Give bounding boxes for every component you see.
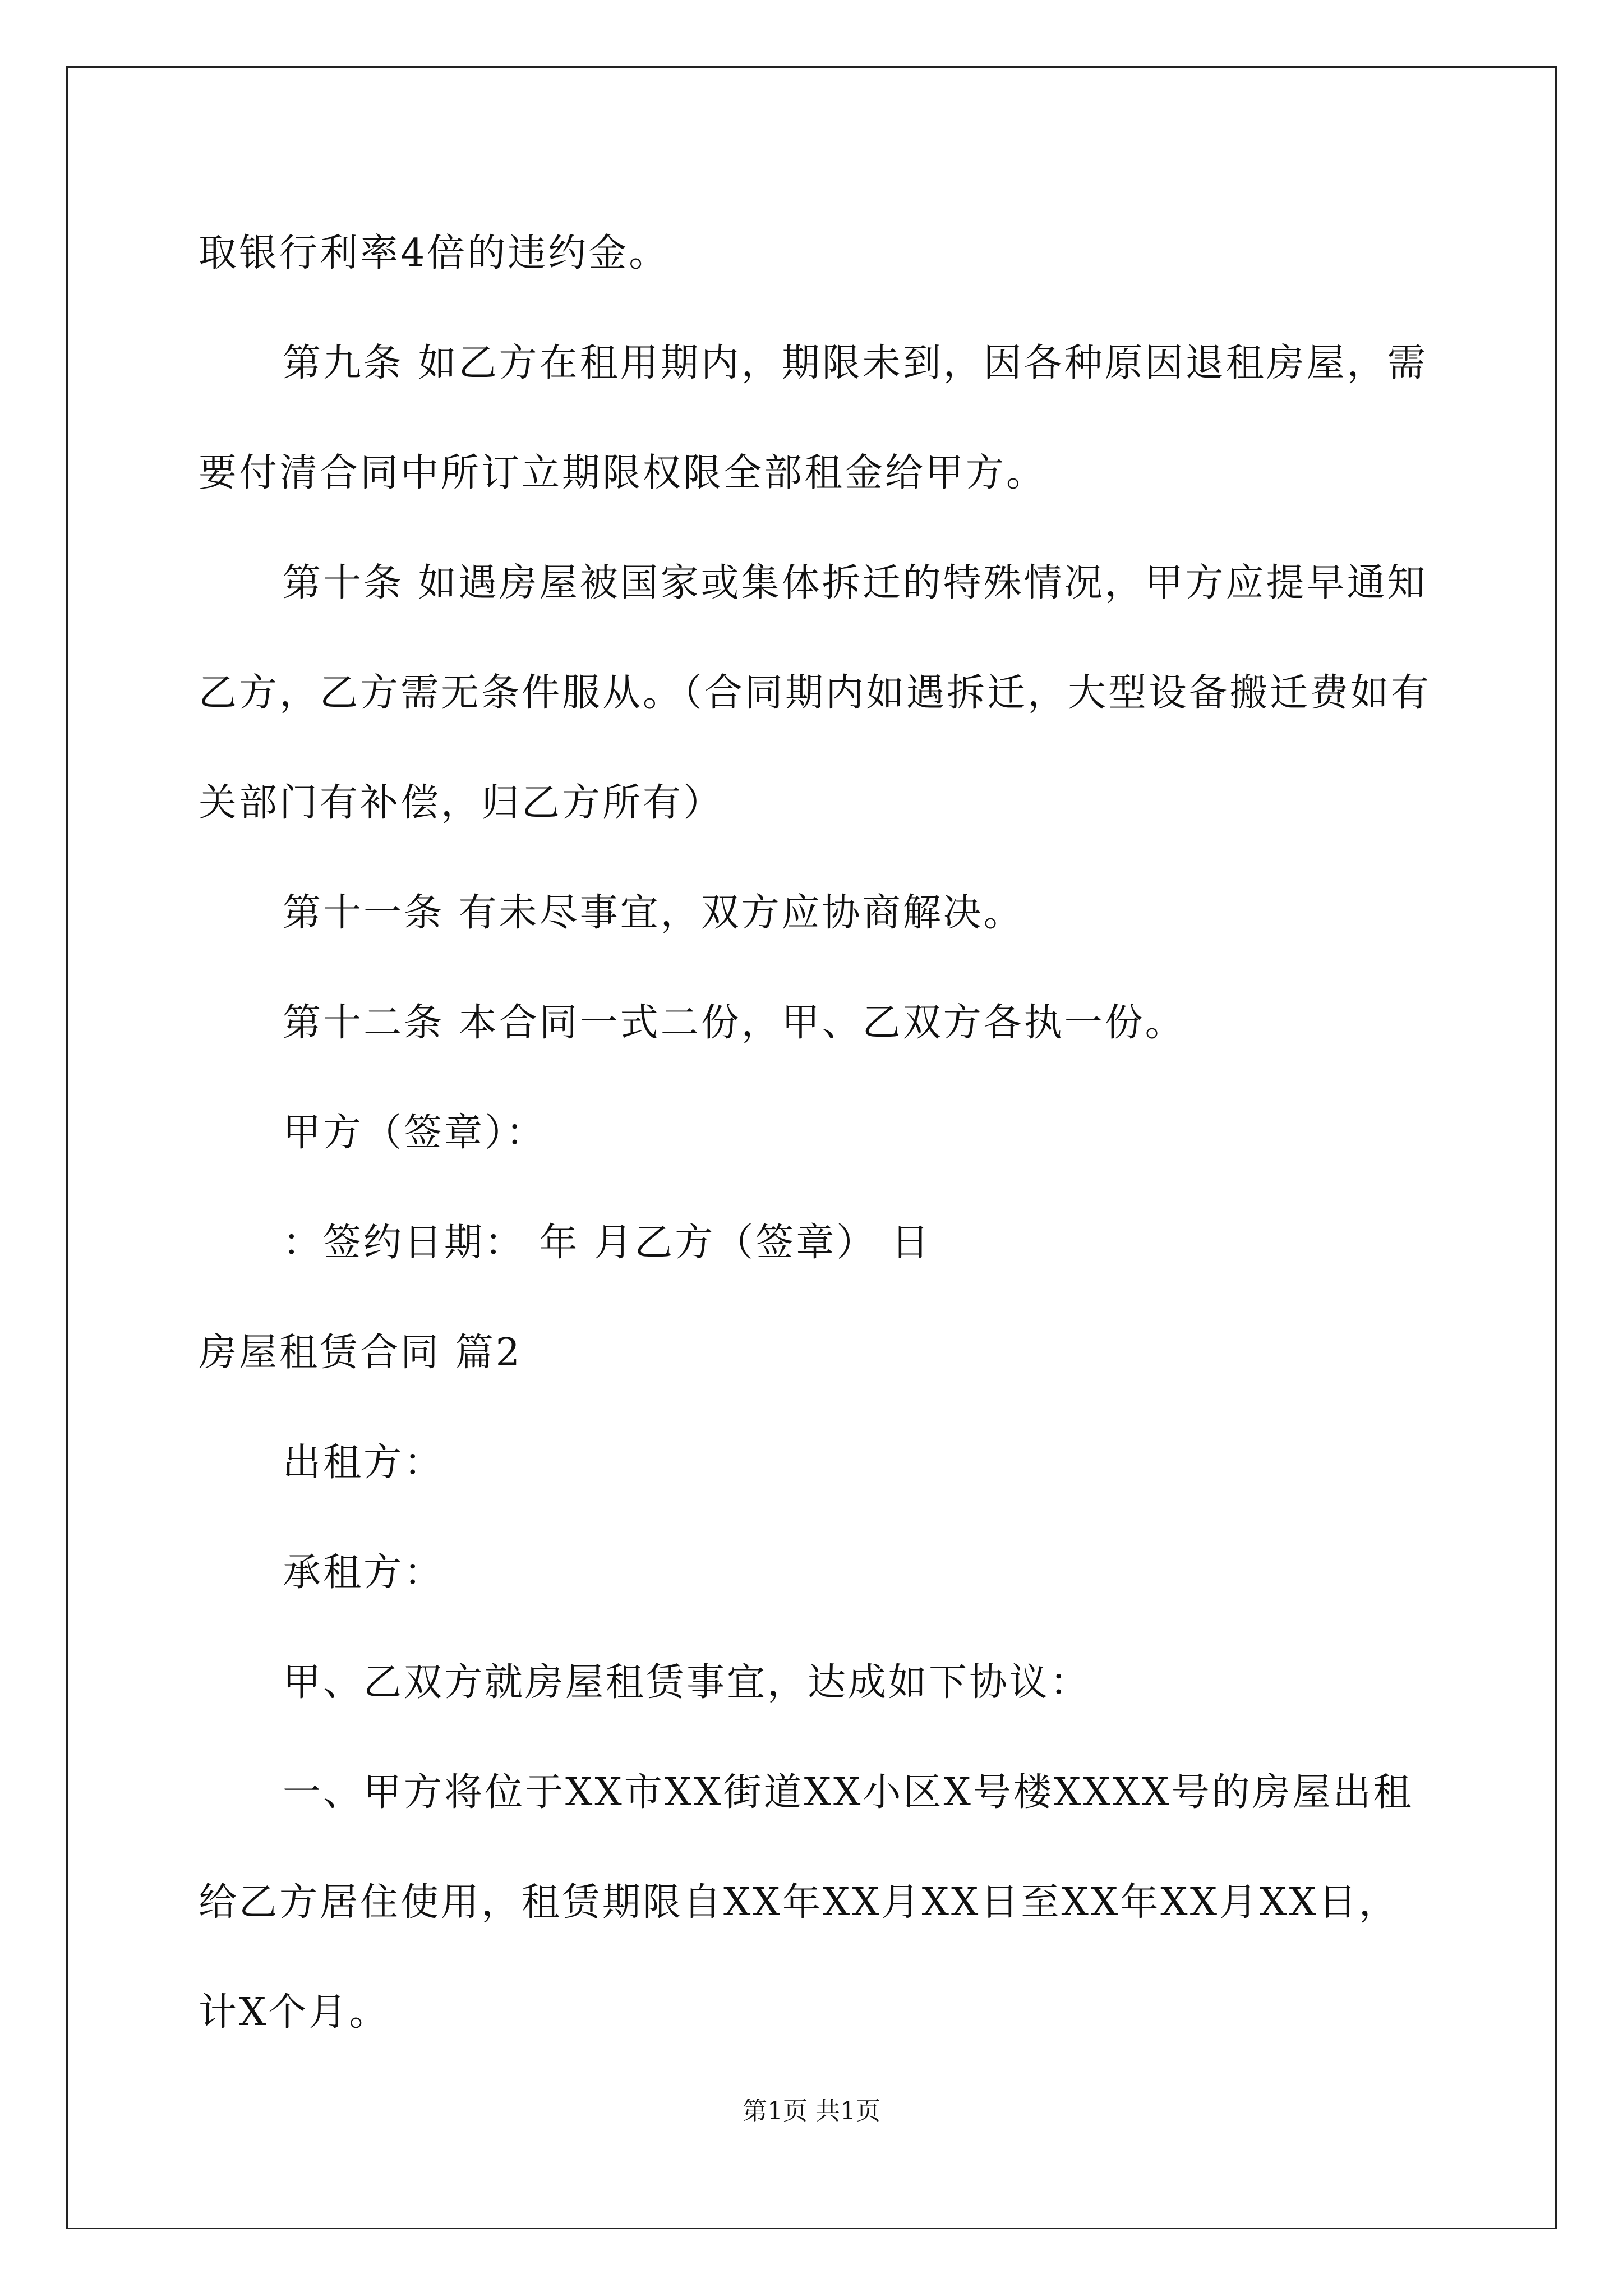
paragraph-line: 第九条 如乙方在租用期内，期限未到，因各种原因退租房屋，需 <box>283 341 1428 385</box>
paragraph-line: 甲、乙双方就房屋租赁事宜，达成如下协议： <box>283 1660 1091 1705</box>
paragraph-line: 第十一条 有未尽事宜，双方应协商解决。 <box>283 891 1024 935</box>
paragraph-line: 给乙方居住使用，租赁期限自XX年XX月XX日至XX年XX月XX日， <box>199 1880 1399 1925</box>
lessor-label: 出租方： <box>283 1441 445 1485</box>
section-heading: 房屋租赁合同 篇2 <box>199 1331 522 1375</box>
page-footer: 第1页 共1页 <box>743 2097 880 2125</box>
paragraph-line: 计X个月。 <box>199 1990 390 2035</box>
paragraph-line: 要付清合同中所订立期限权限全部租金给甲方。 <box>199 451 1047 495</box>
signature-line-party-a: 甲方（签章）： <box>283 1111 547 1155</box>
lessee-label: 承租方： <box>283 1550 445 1595</box>
signature-date-line: ：签约日期： 年 月乙方（签章） 日 <box>283 1221 932 1265</box>
paragraph-line: 关部门有补偿，归乙方所有） <box>199 781 724 825</box>
paragraph-line: 第十条 如遇房屋被国家或集体拆迁的特殊情况，甲方应提早通知 <box>283 561 1428 605</box>
paragraph-line: 乙方，乙方需无条件服从。（合同期内如遇拆迁，大型设备搬迁费如有 <box>199 671 1432 715</box>
paragraph-line: 取银行利率4倍的违约金。 <box>199 231 670 275</box>
paragraph-line: 一、甲方将位于XX市XX街道XX小区X号楼XXXX号的房屋出租 <box>283 1770 1414 1815</box>
paragraph-line: 第十二条 本合同一式二份，甲、乙双方各执一份。 <box>283 1001 1186 1045</box>
